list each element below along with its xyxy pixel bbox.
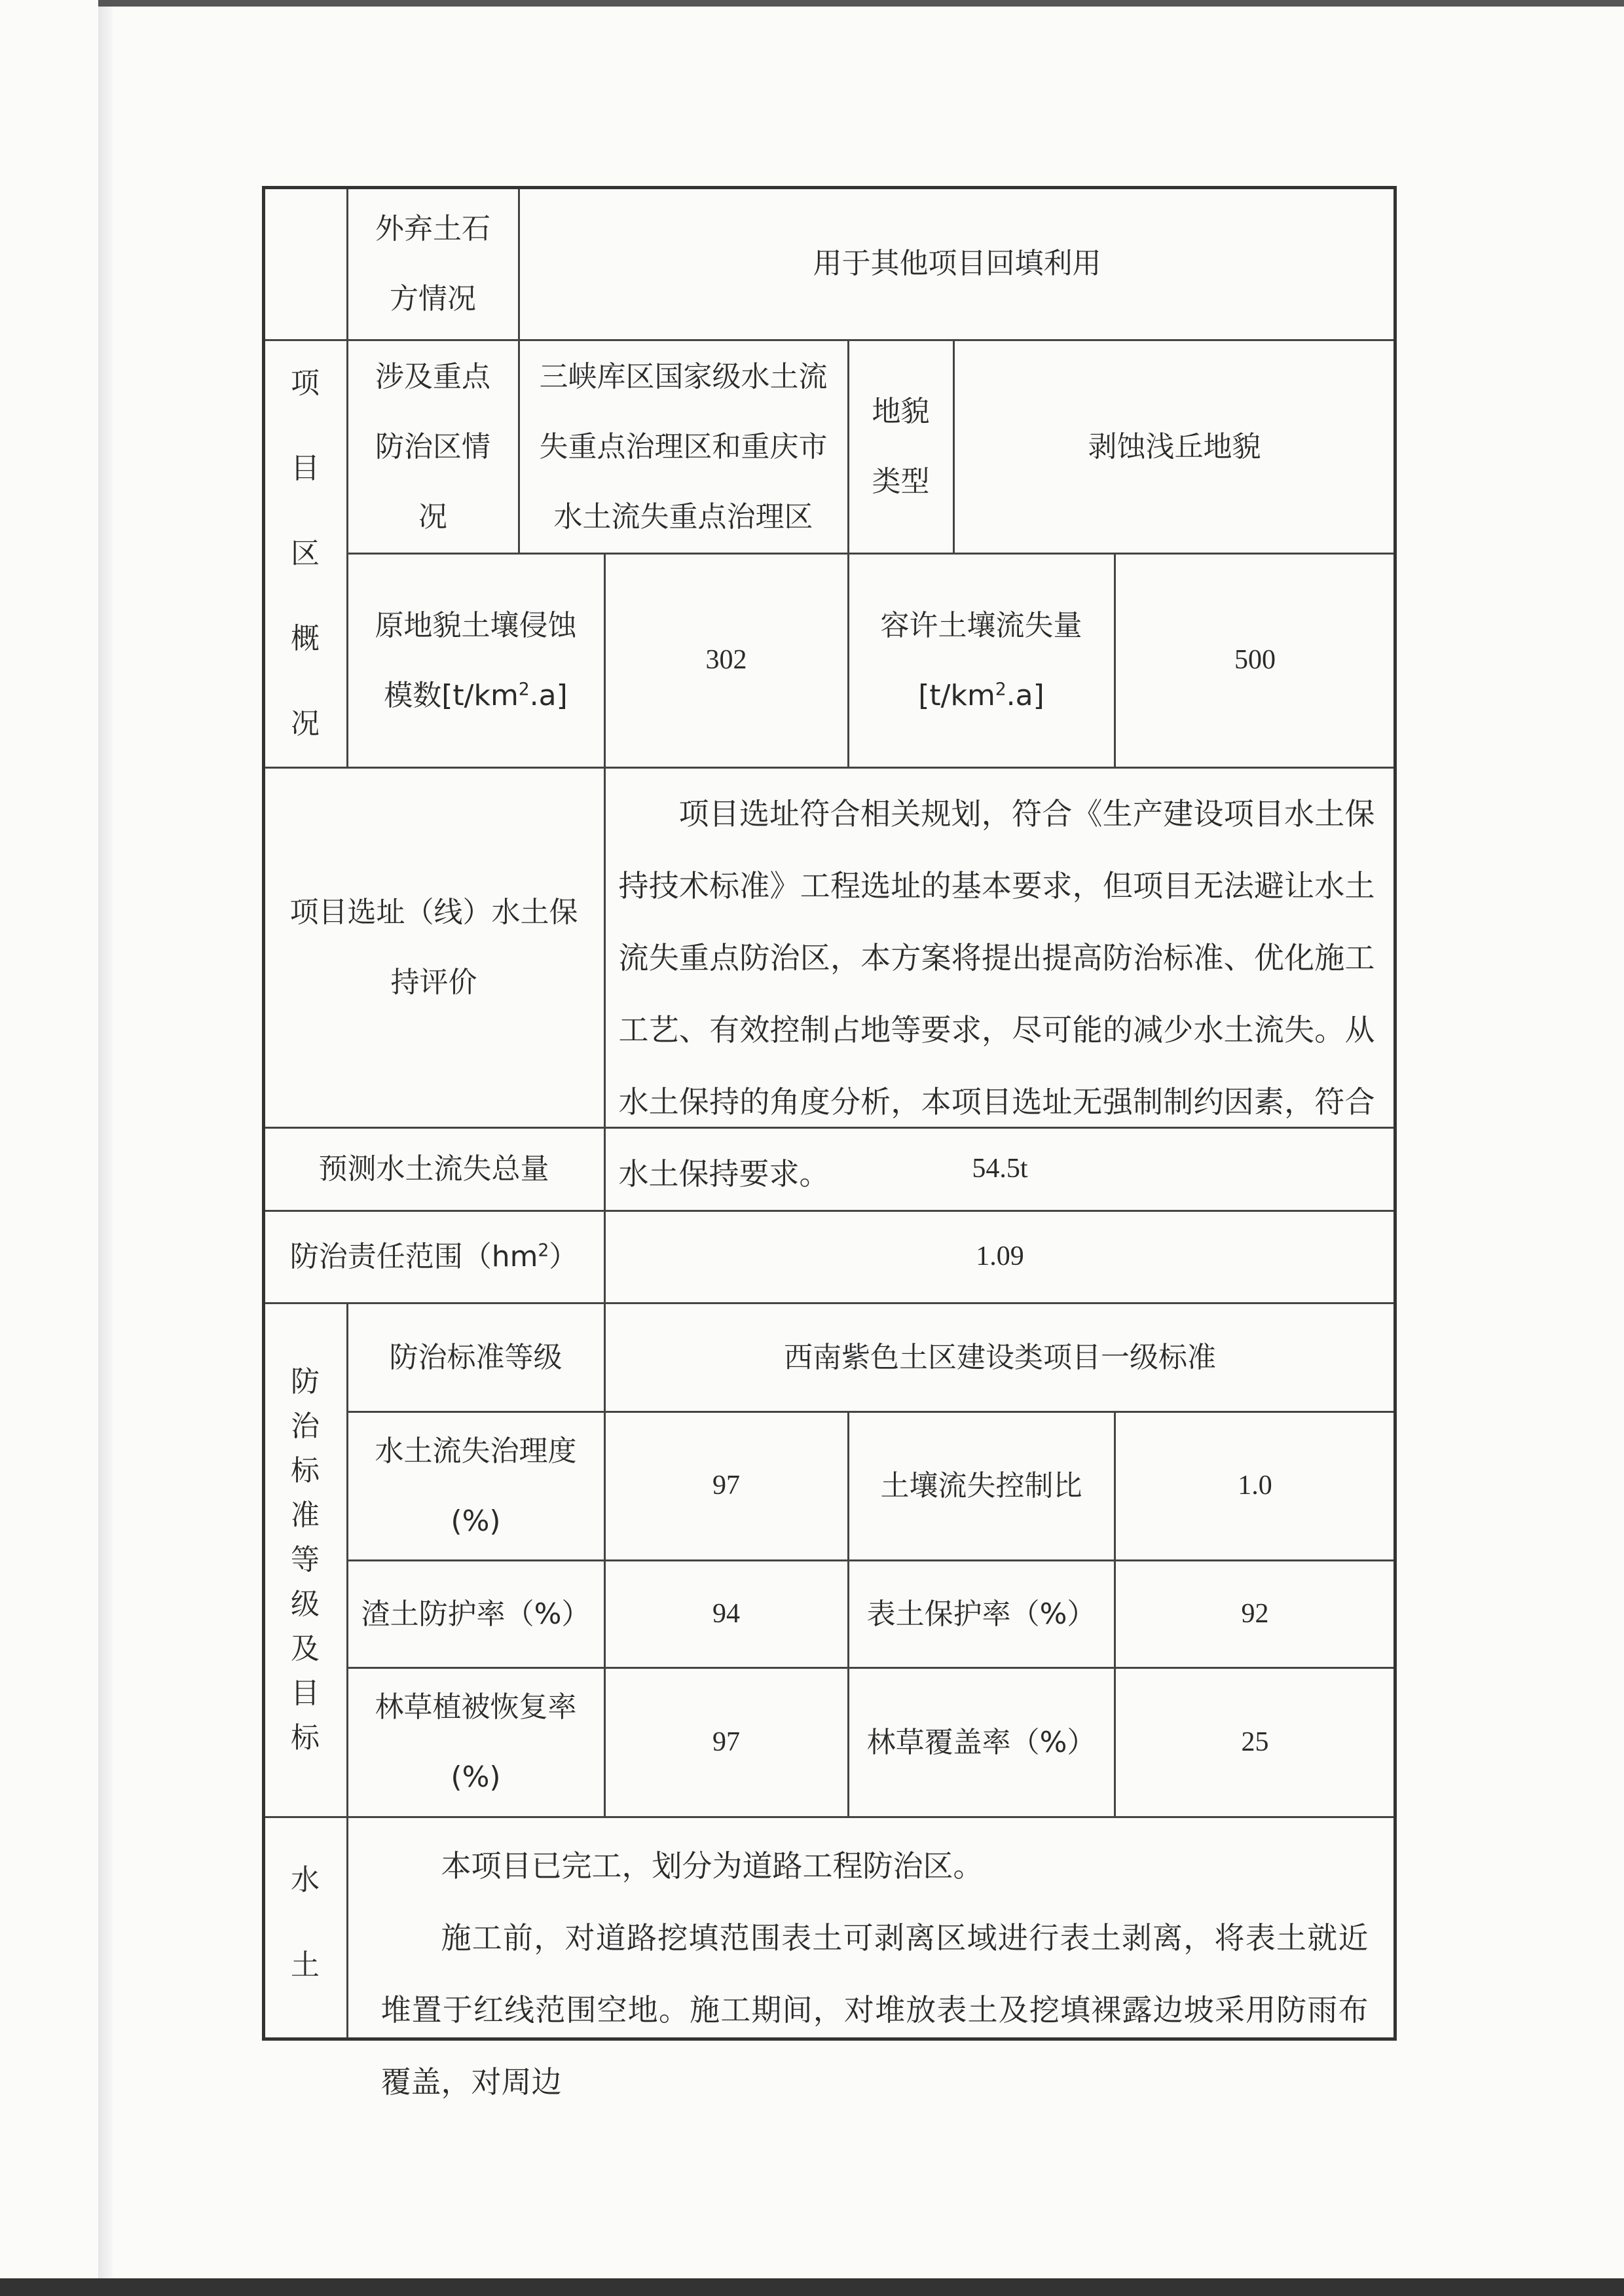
label-text: 容许土壤流失量 [t/km [880, 608, 1082, 712]
paragraph: 项目选址符合相关规划，符合《生产建设项目水土保持技术标准》工程选址的基本要求，但项目无法避让水土流失重点防治区，本方案将提出提高防治标准、优化施工工艺、有效控制占地等要求，尽可能的减少水土流失。从水土保持的角度分析，本项目选址无强制制约因素，符合水土保持要求。 [618, 795, 1375, 1192]
page-bottom-edge [0, 2278, 1624, 2296]
target-label: 渣土防护率（%） [346, 1559, 606, 1669]
spoil-label: 外弃土石 方情况 [346, 187, 520, 341]
page-edge-shadow [98, 0, 113, 2296]
label-text: .a] [1006, 678, 1044, 712]
blank-cell [263, 187, 348, 341]
label-text: ） [549, 1240, 578, 1273]
landform-label: 地貌 类型 [847, 339, 955, 555]
target-label: 林草覆盖率（%） [847, 1667, 1116, 1818]
target-label: 水土流失治理度 (%) [346, 1411, 606, 1561]
target-value: 92 [1114, 1559, 1397, 1669]
target-value: 97 [604, 1667, 849, 1818]
label-text: 原地貌土壤侵蚀 模数[t/km [375, 608, 577, 712]
label-text: 防治责任范围（hm [289, 1240, 538, 1273]
predicted-loss-value: 54.5t [604, 1127, 1397, 1212]
page-top-edge [98, 0, 1624, 7]
spoil-value: 用于其他项目回填利用 [518, 187, 1397, 341]
landform-value: 剥蚀浅丘地貌 [953, 339, 1397, 555]
standard-grade-label: 防治标准等级 [346, 1302, 606, 1413]
responsibility-scope-value: 1.09 [604, 1210, 1397, 1304]
allowable-loss-label [847, 553, 1116, 769]
standards-targets-header: 防 治 标 准 等 级 及 目 标 [263, 1302, 348, 1818]
superscript: 2 [538, 1240, 549, 1261]
superscript: 2 [995, 678, 1006, 699]
target-value: 25 [1114, 1667, 1397, 1818]
target-value: 1.0 [1114, 1411, 1397, 1561]
measures-text [346, 1816, 1397, 2100]
target-label: 土壤流失控制比 [847, 1411, 1116, 1561]
standard-grade-value: 西南紫色土区建设类项目一级标准 [604, 1302, 1397, 1413]
key-zone-label: 涉及重点 防治区情 况 [346, 339, 520, 555]
label-text: .a] [529, 678, 568, 712]
site-evaluation-label: 项目选址（线）水土保 持评价 [263, 767, 606, 1129]
target-value: 97 [604, 1411, 849, 1561]
paragraph: 本项目已完工，划分为道路工程防治区。 [441, 1848, 984, 1884]
paragraph: 施工前，对道路挖填范围表土可剥离区域进行表土剥离，将表土就近堆置于红线范围空地。施工期间，对堆放表土及挖填裸露边坡采用防雨布覆盖，对周边 [380, 1920, 1369, 2100]
target-label: 表土保护率（%） [847, 1559, 1116, 1669]
target-value: 94 [604, 1559, 849, 1669]
predicted-loss-label: 预测水土流失总量 [263, 1127, 606, 1212]
project-overview-header: 项 目 区 概 况 [263, 339, 348, 769]
erosion-modulus-label [346, 553, 606, 769]
target-label: 林草植被恢复率 (%) [346, 1667, 606, 1818]
soil-water-measures-header: 水 土 [263, 1816, 348, 2040]
key-zone-value: 三峡库区国家级水土流 失重点治理区和重庆市 水土流失重点治理区 [518, 339, 849, 555]
erosion-modulus-value: 302 [604, 553, 849, 769]
superscript: 2 [518, 678, 530, 699]
allowable-loss-value: 500 [1114, 553, 1397, 769]
responsibility-scope-label [263, 1210, 606, 1304]
